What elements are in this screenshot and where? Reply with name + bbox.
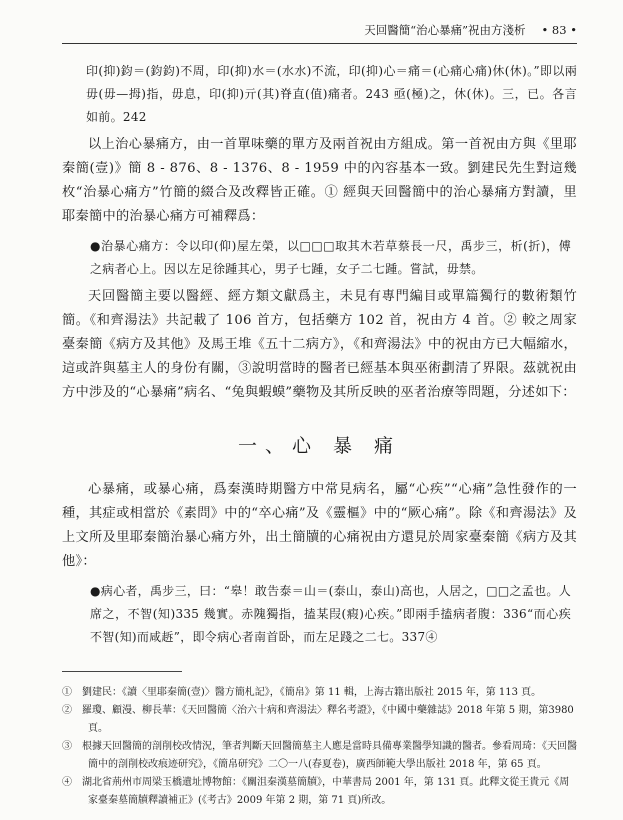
quoted-text: ●治暴心痛方：令以印(仰)屋左榮，以□□□取其木若草蔡長一尺，禹步三，析(折)，傅之病者心上。因以左足徐踵其心，男子七踵，女子二七踵。嘗試，毋禁。 bbox=[90, 239, 571, 276]
footnotes bbox=[62, 684, 577, 810]
footnote: ④ 湖北省荊州市周梁玉橋遺址博物館：《關沮秦漢墓簡牘》，中華書局 2001 年，第 131 頁。此釋文從王貴元《周家臺秦墓簡牘釋讀補正》(《考古》2009 年第 2 期，第 71 頁)所改。 bbox=[62, 777, 570, 806]
running-title: 天回醫簡“治心暴痛”祝由方淺析 bbox=[364, 23, 526, 37]
footnote: ① 劉建民：《讀〈里耶秦簡(壹)〉醫方簡札記》，《簡帛》第 11 輯，上海古籍出版社 2015 年，第 113 頁。 bbox=[62, 687, 542, 698]
paragraph: 心暴痛，或暴心痛，爲秦漢時期醫方中常見病名，屬“心疾”“心痛”急性發作的一種，其症或相當於《素問》中的“卒心痛”及《靈樞》中的“厥心痛”。除《和齊湯法》及上文所及里耶秦簡治暴心痛方外，出土簡牘的心痛祝由方還見於周家臺秦簡《病方及其他》： bbox=[62, 482, 577, 569]
running-header bbox=[62, 22, 577, 44]
footnote: ③ 根據天回醫簡的剖削校改情況，筆者判斷天回醫簡墓主人應是當時具備專業醫學知識的醫者。參看周琦：《天回醫簡中的剖削校改痕迹研究》，《簡帛研究》二〇一八(春夏卷)，廣西師範大學出版社 2018 年，第 65 頁。 bbox=[62, 741, 577, 770]
main-text bbox=[62, 60, 577, 649]
footnote: ② 羅瓊、顧漫、柳長華：《天回醫簡〈治六十病和齊湯法〉釋名考證》，《中國中藥雜誌》2018 年第 5 期，第3980 頁。 bbox=[62, 705, 574, 734]
page-number: • 83 • bbox=[541, 23, 577, 37]
paragraph: 以上治心暴痛方，由一首單味藥的單方及兩首祝由方組成。第一首祝由方與《里耶秦簡(壹)》簡 8 - 876、8 - 1376、8 - 1959 中的內容基本一致。劉建民先生對這幾枚“治暴心痛方”竹簡的綴合及改釋皆正確。① 經與天回醫簡中的治心暴痛方對讀，里耶秦簡中的治暴心痛方可補釋爲： bbox=[62, 137, 577, 224]
paragraph: 天回醫簡主要以醫經、經方類文獻爲主，未見有專門編目或單篇獨行的數術類竹簡。《和齊湯法》共記載了 106 首方，包括藥方 102 首，祝由方 4 首。② 較之周家臺秦簡《病方及其他》及馬王堆《五十二病方》，《和齊湯法》中的祝由方已大幅縮水，這或許與墓主人的身份有關，③說明當時的醫者已經基本與巫術劃清了界限。茲就祝由方中涉及的“心暴痛”病名、“兔與蝦蟆”藥物及其所反映的巫者治療等問題，分述如下： bbox=[62, 289, 577, 400]
section-title: 一、心 暴 痛 bbox=[237, 435, 402, 457]
quoted-text: ●病心者，禹步三，曰：“皋！敢告泰＝山＝(泰山，泰山)高也，人居之，□□之孟也。人席之，不智(知)335 幾實。赤隗獨指，搕某叚(瘕)心疾。”即兩手搕病者腹：336“而心疾不智(知)而咸䞣”，即令病心者南首卧，而左足踐之二七。337④ bbox=[90, 584, 571, 644]
quoted-text: 印(抑)鈞＝(鈞鈞)不周，印(抑)水＝(水水)不流，印(抑)心＝痛＝(心痛心痛)休(休)。”即以兩毋(毋—拇)指，毋息，印(抑)亓(其)脊直(值)痛者。243 亟(極)之，休(休)。三，已。各言如前。242 bbox=[86, 64, 577, 124]
footnote-divider bbox=[62, 671, 182, 672]
